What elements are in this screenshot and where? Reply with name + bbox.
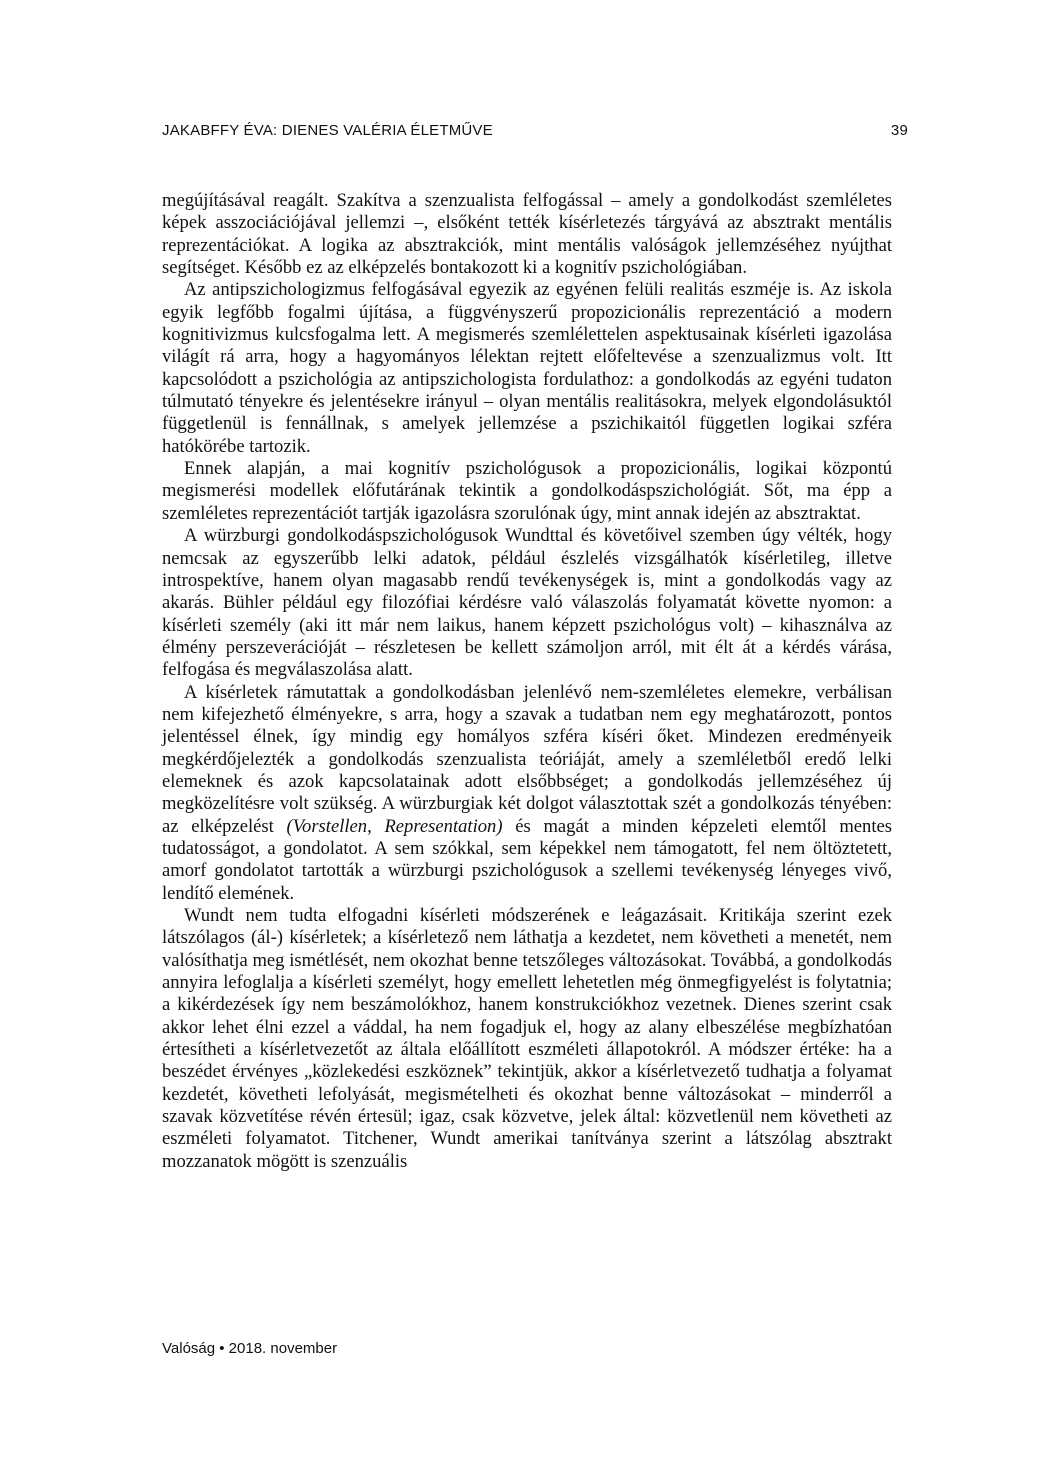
running-title: JAKABFFY ÉVA: DIENES VALÉRIA ÉLETMŰVE — [162, 122, 493, 139]
footer-journal-issue: Valóság • 2018. november — [162, 1340, 338, 1357]
paragraph: megújításával reagált. Szakítva a szenzualista felfogással – amely a gondolkodást szemléletes képek asszociációjával jellemzi –, elsőként tették kísérletezés tárgyává az absztrakt mentális reprezentációkat. A logika az absztrakciók, mint mentális valóságok jellemzéséhez nyújthat segítséget. Később ez az elképzelés bontakozott ki a kognitív pszichológiában. — [162, 190, 892, 279]
paragraph: A würzburgi gondolkodáspszichológusok Wundttal és követőivel szemben úgy vélték, hogy nemcsak az egyszerűbb lelki adatok, például észlelés vizsgálhatók kísérletileg, illetve introspektíve, hanem olyan magasabb rendű tevékenységek is, mint a gondolkodás vagy az akarás. Bühler például egy filozófiai kérdésre való válaszolás folyamatát követte nyomon: a kísérleti személy (aki itt már nem laikus, hanem képzett pszichológus volt) – kihasználva az élmény perszeverációját – részletesen be kellett számoljon arról, mit élt át a kérdés várása, felfogása és megválaszolása alatt. — [162, 525, 892, 681]
paragraph-text: és magát a minden képzeleti elemtől mentes tudatosságot, a gondolatot. A sem szókkal, sem képekkel nem támogatott, fel nem öltöztetett, amorf gondolatot tartották a würzburgi pszichológusok a szellemi tevékenység lényeges vivő, lendítő elemének. — [162, 815, 892, 904]
page-number: 39 — [890, 122, 908, 139]
running-head — [162, 122, 908, 144]
paragraph: Ennek alapján, a mai kognitív pszichológusok a propozicionális, logikai központú megismerési modellek előfutárának tekintik a gondolkodáspszichológiát. Sőt, ma épp a szemléletes reprezentációt tartják igazolásra szorulónak úgy, mint annak idején az absztraktat. — [162, 458, 892, 524]
paragraph: Az antipszichologizmus felfogásával egyezik az egyénen felüli realitás eszméje is. Az iskola egyik legfőbb fogalmi újítása, a függvényszerű propozicionális reprezentáció a modern kognitivizmus kulcsfogalma lett. A megismerés szemlélettelen aspektusainak kísérleti igazolása világít rá arra, hogy a hagyományos lélektan rejtett előfeltevése a szenzualizmus volt. Itt kapcsolódott a pszichológia az antipszichologista fordulathoz: a gondolkodás az egyéni tudaton túlmutató tényekre és jelentésekre irányul – olyan mentális realitásokra, melyek elgondolásuktól függetlenül is fennállnak, s amelyek jellemzése a pszichikaitól független logikai szféra hatókörébe tartozik. — [162, 279, 892, 457]
paragraph: Wundt nem tudta elfogadni kísérleti módszerének e leágazásait. Kritikája szerint ezek látszólagos (ál-) kísérletek; a kísérletező nem láthatja a kezdetet, nem követheti a menetét, nem valósíthatja meg ismétlését, nem okozhat benne tetszőleges változásokat. Továbbá, a gondolkodás annyira lefoglalja a kísérleti személyt, hogy emellett lehetetlen még önmegfigyelést is folytatnia; a kikérdezések így nem beszámolókhoz, hanem konstrukciókhoz vezetnek. Dienes szerint csak akkor lehet élni ezzel a váddal, ha nem fogadjuk el, hogy az alany elbeszélése megbízhatóan értesítheti a kísérletvezetőt az általa előállított eszméleti állapotokról. A módszer értéke: ha a beszédet érvényes „közlekedési eszköznek” tekintjük, akkor a kísérletvezető tudhatja a folyamat kezdetét, követheti lefolyását, megismételheti és okozhat benne változásokat – minderről a szavak közvetítése révén értesül; igaz, csak közvetve, jelek által: közvetlenül nem követheti az eszméleti folyamatot. Titchener, Wundt amerikai tanítványa szerint a látszólag absztrakt mozzanatok mögött is szenzuális — [162, 905, 892, 1172]
paragraph — [162, 682, 892, 905]
paragraph-text: A kísérletek rámutattak a gondolkodásban jelenlévő nem-szemléletes elemekre, verbálisan nem kifejezhető élményekre, s arra, hogy a szavak a tudatban nem egy meghatározott, pontos jelentéssel élnek, így mindig egy homályos szféra kíséri őket. Mindezen eredményeik megkérdőjelezték a gondolkodás szenzualista teóriáját, amely a szemléletből eredő lelki elemeknek és azok kapcsolatainak adott elsőbbséget; a gondolkodás jellemzéséhez új megközelítésre volt szükség. A würzburgiak két dolgot választottak szét a gondolkozás tényében: az elképzelést — [162, 681, 892, 837]
italic-term: (Vorstellen, Representation) — [286, 815, 503, 837]
article-body — [162, 190, 892, 1173]
